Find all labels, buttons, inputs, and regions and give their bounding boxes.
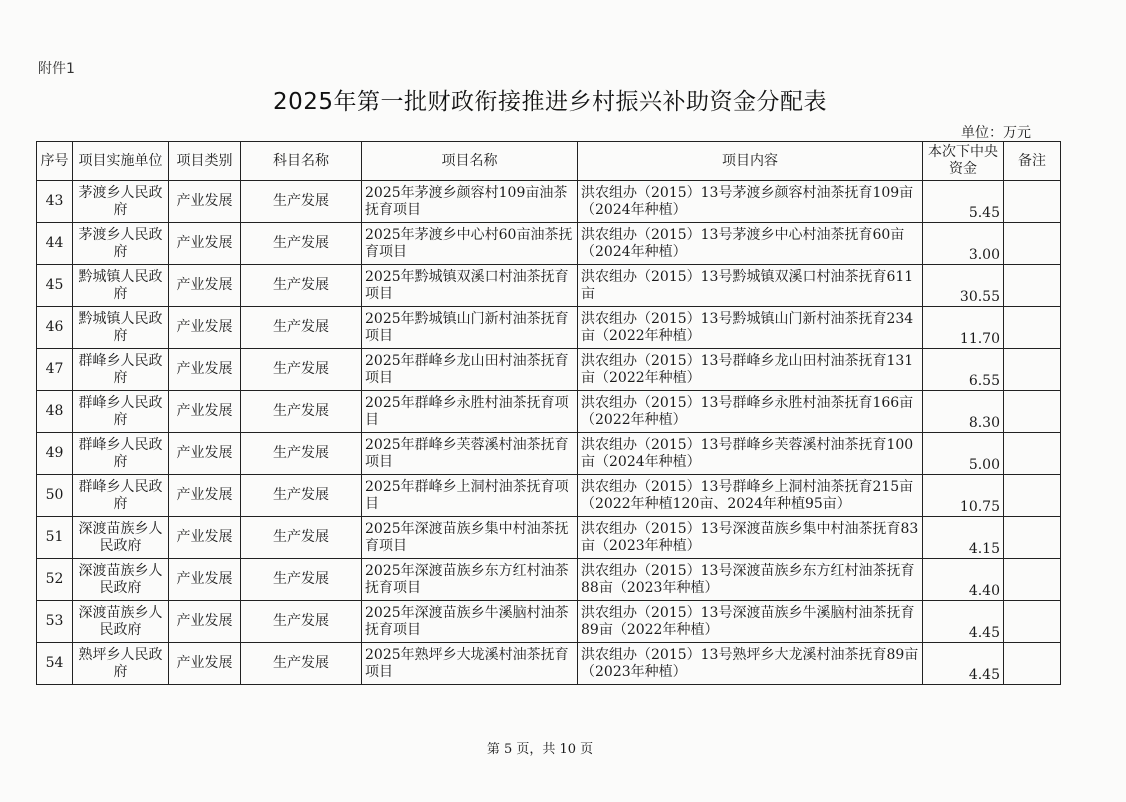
table-row [37, 559, 1061, 601]
cell-remark [1004, 181, 1061, 223]
cell-type: 产业发展 [169, 517, 241, 559]
cell-name: 2025年群峰乡龙山田村油茶抚育项目 [362, 349, 578, 391]
cell-seq: 47 [37, 349, 73, 391]
cell-remark [1004, 391, 1061, 433]
header-remark: 备注 [1004, 142, 1061, 181]
cell-name: 2025年深渡苗族乡集中村油茶抚育项目 [362, 517, 578, 559]
cell-content: 洪农组办（2015）13号黔城镇山门新村油茶抚育234亩（2022年种植） [578, 307, 923, 349]
cell-type: 产业发展 [169, 307, 241, 349]
cell-unit: 黔城镇人民政府 [73, 265, 169, 307]
table-row [37, 643, 1061, 685]
cell-fund: 30.55 [923, 265, 1004, 307]
cell-content: 洪农组办（2015）13号茅渡乡中心村油茶抚育60亩（2024年种植） [578, 223, 923, 265]
cell-seq: 54 [37, 643, 73, 685]
cell-type: 产业发展 [169, 475, 241, 517]
cell-fund: 4.45 [923, 601, 1004, 643]
cell-content: 洪农组办（2015）13号深渡苗族乡牛溪脑村油茶抚育89亩（2022年种植） [578, 601, 923, 643]
cell-name: 2025年群峰乡永胜村油茶抚育项目 [362, 391, 578, 433]
cell-type: 产业发展 [169, 559, 241, 601]
cell-name: 2025年群峰乡芙蓉溪村油茶抚育项目 [362, 433, 578, 475]
cell-unit: 黔城镇人民政府 [73, 307, 169, 349]
cell-fund: 3.00 [923, 223, 1004, 265]
cell-fund: 5.00 [923, 433, 1004, 475]
cell-content: 洪农组办（2015）13号熟坪乡大龙溪村油茶抚育89亩（2023年种植） [578, 643, 923, 685]
cell-remark [1004, 475, 1061, 517]
cell-seq: 49 [37, 433, 73, 475]
cell-content: 洪农组办（2015）13号群峰乡上洞村油茶抚育215亩（2022年种植120亩、2024年种植95亩） [578, 475, 923, 517]
cell-subject: 生产发展 [241, 517, 362, 559]
cell-seq: 51 [37, 517, 73, 559]
cell-remark [1004, 643, 1061, 685]
cell-unit: 茅渡乡人民政府 [73, 181, 169, 223]
header-subject: 科目名称 [241, 142, 362, 181]
table-row [37, 223, 1061, 265]
cell-subject: 生产发展 [241, 433, 362, 475]
cell-fund: 10.75 [923, 475, 1004, 517]
cell-remark [1004, 517, 1061, 559]
cell-type: 产业发展 [169, 349, 241, 391]
cell-remark [1004, 601, 1061, 643]
header-seq: 序号 [37, 142, 73, 181]
page-title: 2025年第一批财政衔接推进乡村振兴补助资金分配表 [272, 89, 828, 115]
cell-remark [1004, 433, 1061, 475]
cell-subject: 生产发展 [241, 475, 362, 517]
cell-type: 产业发展 [169, 601, 241, 643]
cell-name: 2025年熟坪乡大垅溪村油茶抚育项目 [362, 643, 578, 685]
cell-remark [1004, 307, 1061, 349]
cell-name: 2025年深渡苗族乡东方红村油茶抚育项目 [362, 559, 578, 601]
cell-content: 洪农组办（2015）13号群峰乡龙山田村油茶抚育131亩（2022年种植） [578, 349, 923, 391]
table-row [37, 391, 1061, 433]
cell-subject: 生产发展 [241, 601, 362, 643]
cell-name: 2025年深渡苗族乡牛溪脑村油茶抚育项目 [362, 601, 578, 643]
cell-type: 产业发展 [169, 265, 241, 307]
cell-remark [1004, 265, 1061, 307]
cell-content: 洪农组办（2015）13号群峰乡芙蓉溪村油茶抚育100亩（2024年种植） [578, 433, 923, 475]
table-row [37, 433, 1061, 475]
cell-unit: 群峰乡人民政府 [73, 349, 169, 391]
cell-seq: 53 [37, 601, 73, 643]
cell-type: 产业发展 [169, 433, 241, 475]
cell-seq: 45 [37, 265, 73, 307]
cell-unit: 深渡苗族乡人民政府 [73, 517, 169, 559]
cell-unit: 熟坪乡人民政府 [73, 643, 169, 685]
header-unit: 项目实施单位 [73, 142, 169, 181]
cell-fund: 6.55 [923, 349, 1004, 391]
cell-unit: 深渡苗族乡人民政府 [73, 601, 169, 643]
table-header-row [37, 142, 1061, 181]
header-type: 项目类别 [169, 142, 241, 181]
cell-unit: 群峰乡人民政府 [73, 475, 169, 517]
cell-seq: 48 [37, 391, 73, 433]
cell-seq: 50 [37, 475, 73, 517]
table-row [37, 307, 1061, 349]
cell-fund: 4.15 [923, 517, 1004, 559]
table-row [37, 265, 1061, 307]
header-fund: 本次下中央资金 [923, 142, 1004, 181]
cell-remark [1004, 349, 1061, 391]
table-row [37, 475, 1061, 517]
cell-subject: 生产发展 [241, 349, 362, 391]
cell-type: 产业发展 [169, 223, 241, 265]
table-row [37, 349, 1061, 391]
cell-type: 产业发展 [169, 391, 241, 433]
cell-fund: 5.45 [923, 181, 1004, 223]
cell-remark [1004, 223, 1061, 265]
header-content: 项目内容 [578, 142, 923, 181]
cell-name: 2025年黔城镇双溪口村油茶抚育项目 [362, 265, 578, 307]
cell-fund: 4.40 [923, 559, 1004, 601]
cell-subject: 生产发展 [241, 559, 362, 601]
cell-name: 2025年茅渡乡中心村60亩油茶抚育项目 [362, 223, 578, 265]
cell-fund: 4.45 [923, 643, 1004, 685]
cell-seq: 43 [37, 181, 73, 223]
cell-subject: 生产发展 [241, 643, 362, 685]
cell-content: 洪农组办（2015）13号茅渡乡颜容村油茶抚育109亩（2024年种植） [578, 181, 923, 223]
table-row [37, 517, 1061, 559]
attachment-label: 附件1 [38, 61, 75, 77]
page-number-footer: 第 5 页，共 10 页 [486, 742, 594, 757]
cell-fund: 11.70 [923, 307, 1004, 349]
cell-subject: 生产发展 [241, 265, 362, 307]
cell-unit: 茅渡乡人民政府 [73, 223, 169, 265]
cell-type: 产业发展 [169, 643, 241, 685]
cell-remark [1004, 559, 1061, 601]
cell-name: 2025年群峰乡上洞村油茶抚育项目 [362, 475, 578, 517]
cell-name: 2025年茅渡乡颜容村109亩油茶抚育项目 [362, 181, 578, 223]
cell-seq: 52 [37, 559, 73, 601]
cell-unit: 群峰乡人民政府 [73, 433, 169, 475]
cell-content: 洪农组办（2015）13号群峰乡永胜村油茶抚育166亩（2022年种植） [578, 391, 923, 433]
cell-unit: 深渡苗族乡人民政府 [73, 559, 169, 601]
cell-fund: 8.30 [923, 391, 1004, 433]
cell-seq: 46 [37, 307, 73, 349]
cell-unit: 群峰乡人民政府 [73, 391, 169, 433]
cell-subject: 生产发展 [241, 391, 362, 433]
cell-name: 2025年黔城镇山门新村油茶抚育项目 [362, 307, 578, 349]
cell-subject: 生产发展 [241, 181, 362, 223]
table-row [37, 181, 1061, 223]
cell-content: 洪农组办（2015）13号深渡苗族乡东方红村油茶抚育88亩（2023年种植） [578, 559, 923, 601]
allocation-table [36, 141, 1061, 685]
unit-label: 单位：万元 [961, 125, 1031, 141]
cell-subject: 生产发展 [241, 307, 362, 349]
cell-seq: 44 [37, 223, 73, 265]
table-row [37, 601, 1061, 643]
cell-content: 洪农组办（2015）13号深渡苗族乡集中村油茶抚育83亩（2023年种植） [578, 517, 923, 559]
header-name: 项目名称 [362, 142, 578, 181]
cell-subject: 生产发展 [241, 223, 362, 265]
cell-content: 洪农组办（2015）13号黔城镇双溪口村油茶抚育611亩 [578, 265, 923, 307]
cell-type: 产业发展 [169, 181, 241, 223]
